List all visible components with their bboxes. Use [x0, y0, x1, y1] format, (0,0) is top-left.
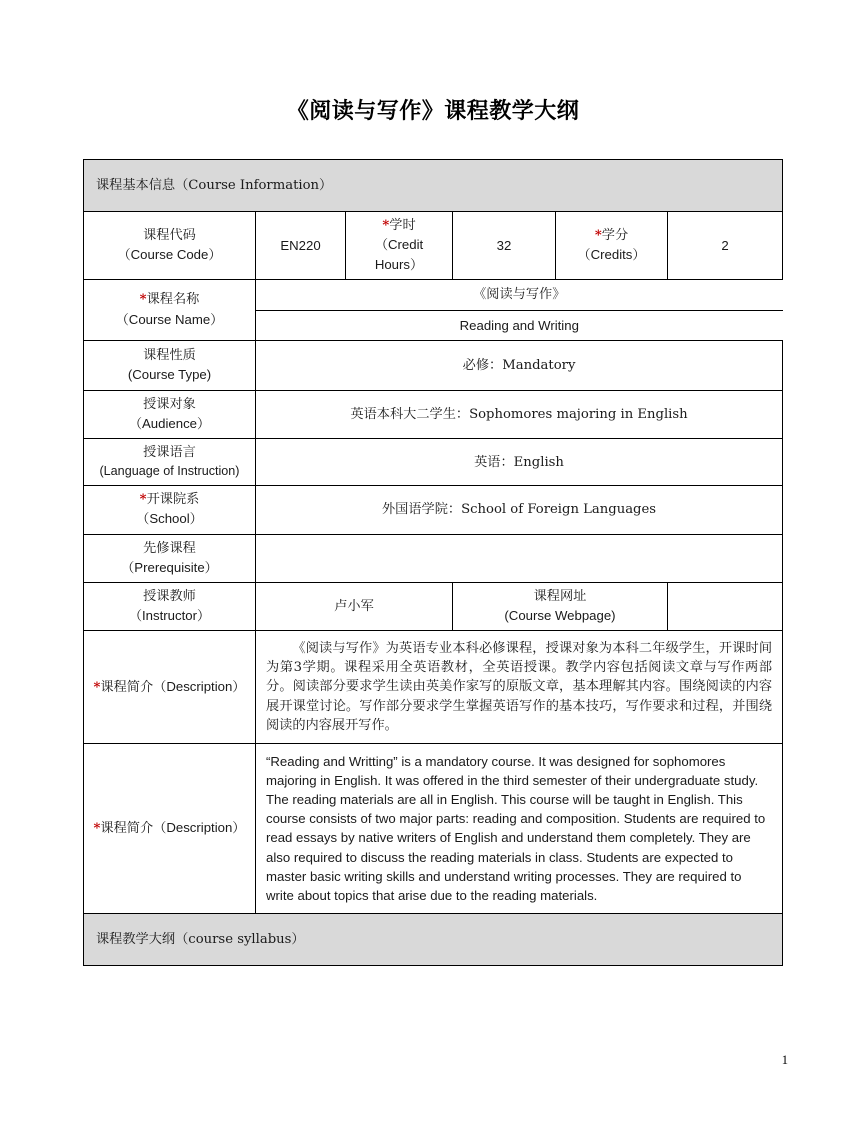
value-course-name-en: Reading and Writing — [459, 317, 579, 333]
label-prerequisite-en: （Prerequisite） — [121, 559, 218, 575]
label-credit-hours-en-line2: Hours） — [374, 257, 424, 273]
value-language-of-instruction: 英语：English — [256, 438, 783, 485]
label-credit-hours-en-line1: （Credit — [374, 237, 424, 253]
value-audience: 英语本科大二学生：Sophomores majoring in English — [256, 390, 783, 438]
label-description-cn-text: 课程简介 — [100, 679, 154, 695]
value-credit-hours: 32 — [453, 212, 556, 280]
label-instructor — [84, 582, 256, 630]
label-course-code-en: （Course Code） — [117, 247, 222, 263]
required-marker-school: * — [139, 492, 147, 508]
label-description-en-text: 课程简介 — [100, 821, 154, 837]
page-number: 1 — [781, 1053, 788, 1067]
value-course-type: 必修：Mandatory — [256, 340, 783, 390]
value-course-name-cn: 《阅读与写作》 — [256, 280, 783, 310]
label-course-webpage-en: (Course Webpage) — [504, 607, 616, 623]
label-language-of-instruction — [84, 438, 256, 485]
label-prerequisite-cn: 先修课程 — [143, 540, 196, 556]
required-marker-description-en: * — [93, 821, 101, 837]
label-instructor-cn: 授课教师 — [143, 588, 196, 604]
value-description-cn: 《阅读与写作》为英语专业本科必修课程，授课对象为本科二年级学生，开课时间为第3学期。课程采用全英语教材，全英语授课。教学内容包括阅读文章与写作两部分。阅读部分要求学生读由英美作家写的原版文章，基本理解其内容。围绕阅读的内容展开课堂讨论。写作部分要求学生掌握英语写作的基本技巧，写作要求和过程，并围绕阅读的内容展开写作。 — [256, 631, 783, 744]
label-course-type-en: (Course Type) — [127, 366, 212, 382]
label-course-code-cn: 课程代码 — [143, 228, 196, 244]
label-description-en-en: （Description） — [153, 820, 246, 836]
table-row-prerequisite — [84, 534, 783, 582]
section-header-course-information: 课程基本信息（Course Information） — [84, 160, 783, 212]
label-instructor-en: （Instructor） — [128, 607, 211, 623]
table-row-description-en — [84, 743, 783, 913]
value-credits: 2 — [668, 212, 783, 280]
label-course-name-en: （Course Name） — [115, 311, 224, 327]
table-row-section-header — [84, 160, 783, 212]
table-row-instructor — [84, 582, 783, 630]
required-marker-credits: * — [594, 228, 602, 244]
value-instructor: 卢小军 — [256, 582, 453, 630]
label-course-name — [84, 280, 256, 340]
label-description-cn — [84, 631, 256, 744]
table-row-audience — [84, 390, 783, 438]
value-course-name-group — [256, 280, 783, 340]
label-course-webpage-cn: 课程网址 — [533, 588, 587, 604]
label-credit-hours — [346, 212, 453, 280]
value-course-webpage[interactable] — [668, 582, 783, 630]
page-title: 《阅读与写作》课程教学大纲 — [286, 98, 580, 124]
label-prerequisite — [84, 534, 256, 582]
label-language-en: (Language of Instruction) — [99, 464, 240, 479]
label-audience — [84, 390, 256, 438]
label-course-code — [84, 212, 256, 280]
label-course-type-cn: 课程性质 — [143, 347, 196, 363]
label-language-cn: 授课语言 — [143, 444, 196, 460]
value-school: 外国语学院：School of Foreign Languages — [256, 486, 783, 534]
section-header-course-syllabus: 课程教学大纲（course syllabus） — [84, 913, 783, 965]
table-row-course-type — [84, 340, 783, 390]
label-description-en — [84, 743, 256, 913]
value-prerequisite[interactable] — [256, 534, 783, 582]
label-school-cn: 开课院系 — [146, 492, 200, 508]
label-school-en: （School） — [136, 511, 203, 527]
required-marker-description-cn: * — [93, 679, 101, 695]
table-row-school — [84, 486, 783, 534]
label-course-name-cn: 课程名称 — [146, 292, 200, 308]
label-credits-en: （Credits） — [577, 247, 646, 263]
table-row-course-name — [84, 280, 783, 340]
label-course-type — [84, 340, 256, 390]
label-school — [84, 486, 256, 534]
label-audience-cn: 授课对象 — [143, 396, 196, 412]
table-row-language — [84, 438, 783, 485]
label-credits-cn: 学分 — [601, 228, 629, 244]
table-row-course-code — [84, 212, 783, 280]
table-row-description-cn — [84, 631, 783, 744]
required-marker-credit-hours: * — [382, 218, 390, 233]
label-course-webpage — [453, 582, 668, 630]
table-row-section-footer — [84, 913, 783, 965]
label-description-cn-en: （Description） — [153, 678, 246, 694]
label-credits — [556, 212, 668, 280]
required-marker-course-name: * — [139, 292, 147, 308]
value-course-code: EN220 — [256, 212, 346, 280]
value-description-en: “Reading and Writting” is a mandatory course. It was designed for sophomores majoring in English. It was offered in the third semester of their undergraduate study. The reading materials are all in English. This course will be taught in English. This course consists of two major parts: reading and composition. Students are required to read essays by native writers of English and understand them completely. They are also required to discuss the reading materials in class. Students are expected to master basic writing skills and understand writing processes. They are required to write about topics that arise due to the reading materials. — [256, 743, 783, 913]
label-credit-hours-cn: 学时 — [389, 218, 416, 233]
course-information-table — [83, 159, 783, 966]
label-audience-en: （Audience） — [128, 415, 211, 431]
